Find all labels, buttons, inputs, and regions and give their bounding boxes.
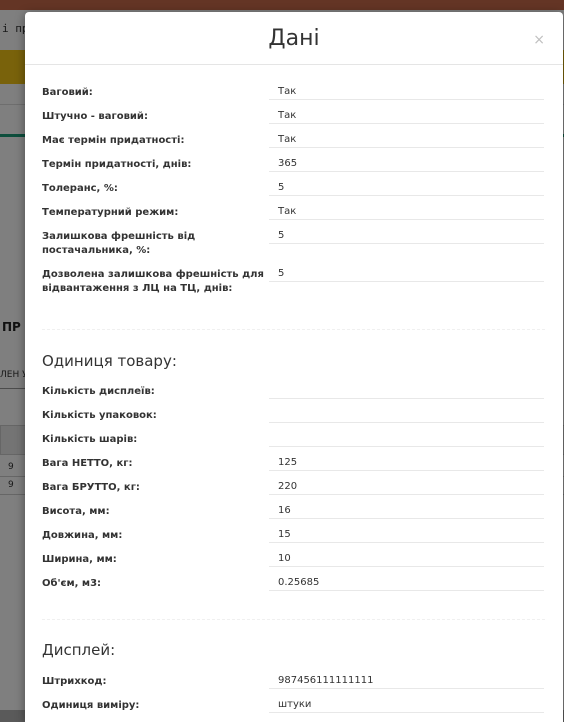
field-row-length	[42, 526, 546, 550]
field-label: Залишкова фрешність від постачальника, %:	[42, 231, 196, 256]
field-label: Ваговий:	[42, 87, 93, 98]
field-value	[269, 430, 544, 447]
field-value: 5	[269, 179, 544, 196]
field-row-gross-weight	[42, 478, 546, 502]
field-value: Так	[269, 131, 544, 148]
field-label: Вага БРУТТО, кг:	[42, 482, 140, 493]
field-value: 5	[269, 265, 544, 282]
field-label: Дозволена залишкова фрешність для відвантаження з ЛЦ на ТЦ, днів:	[42, 269, 264, 294]
field-value: Так	[269, 107, 544, 124]
field-row-unit-of-measure	[42, 696, 546, 720]
field-row-packages-count	[42, 406, 546, 430]
field-row-width	[42, 550, 546, 574]
field-label: Толеранс, %:	[42, 183, 118, 194]
field-label: Штучно - ваговий:	[42, 111, 148, 122]
field-value: Так	[269, 83, 544, 100]
field-row-shelf-life-days	[42, 155, 546, 179]
field-label: Кількість дисплеїв:	[42, 386, 155, 397]
field-label: Термін придатності, днів:	[42, 159, 192, 170]
field-label: Кількість упаковок:	[42, 410, 157, 421]
field-label: Одиниця виміру:	[42, 700, 140, 711]
section-divider	[42, 329, 545, 330]
section-divider	[42, 619, 545, 620]
field-label: Вага НЕТТО, кг:	[42, 458, 133, 469]
field-value	[269, 406, 544, 423]
field-label: Ширина, мм:	[42, 554, 117, 565]
field-row-allowed-freshness	[42, 265, 546, 317]
field-value: 5	[269, 227, 544, 244]
display-section-title: Дисплей:	[42, 641, 116, 659]
field-row-volume	[42, 574, 546, 598]
field-value: 0.25685	[269, 574, 544, 591]
field-label: Довжина, мм:	[42, 530, 123, 541]
field-row-layers-count	[42, 430, 546, 454]
modal-header	[25, 12, 563, 65]
field-value: 987456111111111	[269, 672, 544, 689]
field-row-supplier-freshness	[42, 227, 546, 265]
field-value: 15	[269, 526, 544, 543]
unit-fields	[42, 382, 546, 598]
field-label: Штрихкод:	[42, 676, 107, 687]
field-value: 16	[269, 502, 544, 519]
field-label: Об'єм, м3:	[42, 578, 102, 589]
field-value: 220	[269, 478, 544, 495]
field-row-temperature-mode	[42, 203, 546, 227]
field-value: 10	[269, 550, 544, 567]
field-row-height	[42, 502, 546, 526]
field-label: Має термін придатності:	[42, 135, 185, 146]
field-label: Кількість шарів:	[42, 434, 138, 445]
field-row-barcode	[42, 672, 546, 696]
field-label: Температурний режим:	[42, 207, 179, 218]
field-value	[269, 382, 544, 399]
field-value: штуки	[269, 696, 544, 713]
field-row-piece-weighted	[42, 107, 546, 131]
field-label: Висота, мм:	[42, 506, 110, 517]
field-row-tolerance	[42, 179, 546, 203]
general-fields	[42, 83, 546, 317]
unit-section-title: Одиниця товару:	[42, 352, 177, 370]
field-row-weighted	[42, 83, 546, 107]
details-modal	[25, 12, 563, 722]
display-fields	[42, 672, 546, 720]
modal-body	[25, 65, 563, 720]
field-row-net-weight	[42, 454, 546, 478]
modal-title: Дані	[268, 26, 320, 51]
close-icon[interactable]: ×	[533, 32, 545, 48]
field-value: 125	[269, 454, 544, 471]
field-value: 365	[269, 155, 544, 172]
field-row-displays-count	[42, 382, 546, 406]
field-value: Так	[269, 203, 544, 220]
field-row-has-shelf-life	[42, 131, 546, 155]
